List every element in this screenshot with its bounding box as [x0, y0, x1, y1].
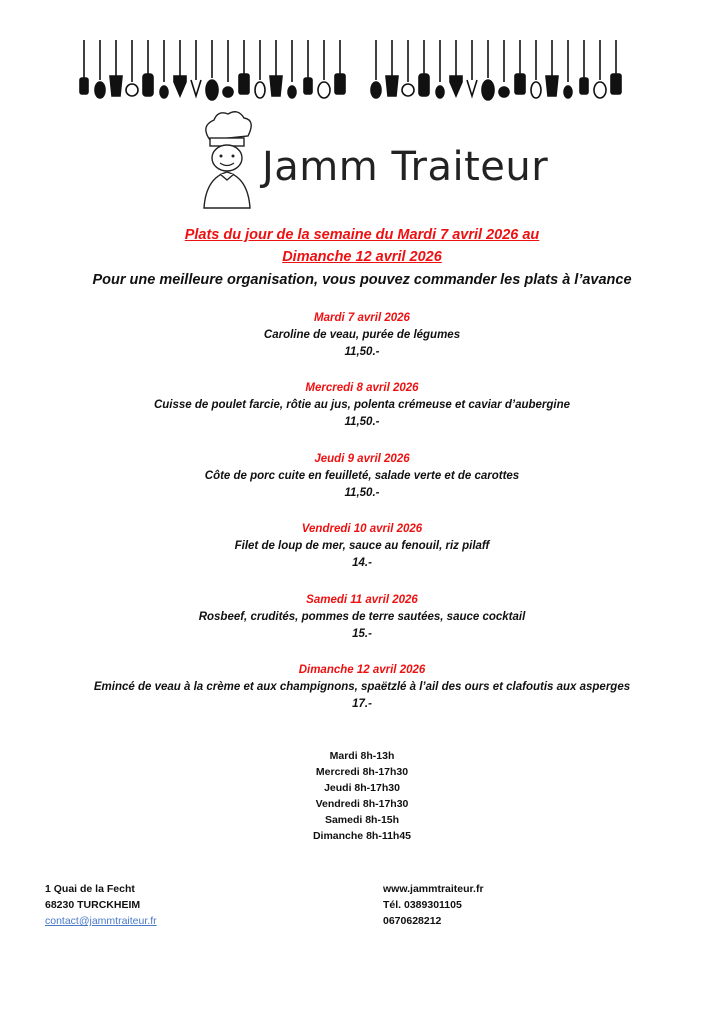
- brand-name: Jamm Traiteur: [262, 144, 549, 190]
- dish-description: Caroline de veau, purée de légumes: [263, 329, 461, 341]
- chef-icon: [190, 110, 260, 210]
- menu-title-line2: Dimanche 12 avril 2026: [282, 249, 442, 265]
- day-entry: [0, 521, 724, 572]
- kitchen-utensils-banner-left: [78, 40, 346, 102]
- dish-description: Filet de loup de mer, sauce au fenouil, riz pilaff: [234, 540, 490, 552]
- dish-price: 14.-: [352, 557, 372, 569]
- hours-line: Dimanche 8h-11h45: [312, 830, 412, 842]
- menu-subtitle: Pour une meilleure organisation, vous pouvez commander les plats à l’avance: [92, 272, 632, 288]
- hours-line: Mardi 8h-13h: [329, 750, 395, 762]
- day-entry: [0, 310, 724, 361]
- day-label: Vendredi 10 avril 2026: [301, 523, 423, 535]
- day-entry: [0, 592, 724, 643]
- email-link[interactable]: contact@jammtraiteur.fr: [45, 915, 157, 927]
- dish-description: Cuisse de poulet farcie, rôtie au jus, polenta crémeuse et caviar d’aubergine: [153, 399, 571, 411]
- hours-line: Mercredi 8h-17h30: [315, 766, 409, 778]
- opening-hours: [0, 748, 724, 844]
- day-label: Jeudi 9 avril 2026: [314, 453, 410, 465]
- day-label: Mardi 7 avril 2026: [314, 312, 410, 324]
- dish-description: Rosbeef, crudités, pommes de terre sautées, sauce cocktail: [198, 611, 526, 623]
- footer-address: [45, 881, 157, 929]
- mobile-text: 0670628212: [383, 915, 442, 927]
- website-text: www.jammtraiteur.fr: [383, 883, 484, 895]
- day-label: Dimanche 12 avril 2026: [298, 664, 426, 676]
- dish-price: 11,50.-: [344, 487, 380, 499]
- kitchen-utensils-icon: [370, 40, 632, 102]
- dish-price: 15.-: [352, 628, 372, 640]
- dish-description: Côte de porc cuite en feuilleté, salade verte et de carottes: [204, 470, 520, 482]
- brand-logo: [190, 110, 550, 210]
- day-label: Samedi 11 avril 2026: [306, 594, 418, 606]
- dish-price: 11,50.-: [344, 416, 380, 428]
- hours-line: Vendredi 8h-17h30: [315, 798, 409, 810]
- day-entry: [0, 380, 724, 431]
- hours-line: Jeudi 8h-17h30: [324, 782, 400, 794]
- dish-description: Emincé de veau à la crème et aux champignons, spaëtzlé à l’ail des ours et clafoutis aux asperges: [93, 681, 631, 693]
- hours-line: Samedi 8h-15h: [324, 814, 400, 826]
- day-label: Mercredi 8 avril 2026: [305, 382, 419, 394]
- day-entry: [0, 451, 724, 502]
- kitchen-utensils-icon: [78, 40, 346, 102]
- dish-price: 17.-: [352, 698, 372, 710]
- menu-title-line1: Plats du jour de la semaine du Mardi 7 avril 2026 au: [184, 227, 540, 243]
- kitchen-utensils-banner-right: [370, 40, 632, 102]
- footer-contact: [383, 881, 484, 929]
- address-city: 68230 TURCKHEIM: [45, 899, 141, 911]
- dish-price: 11,50.-: [344, 346, 380, 358]
- day-entry: [0, 662, 724, 713]
- phone-text: Tél. 0389301105: [383, 899, 462, 911]
- address-street: 1 Quai de la Fecht: [45, 883, 135, 895]
